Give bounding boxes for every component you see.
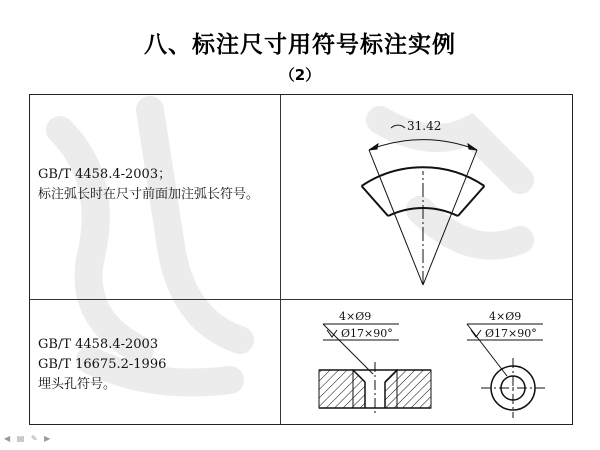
edit-icon[interactable]: ✎ bbox=[30, 434, 40, 443]
row-1-standard: GB/T 4458.4-2003； bbox=[38, 167, 172, 182]
row-2-text bbox=[38, 335, 274, 395]
arc-length-figure bbox=[281, 95, 573, 299]
prev-icon[interactable]: ◀ bbox=[4, 434, 13, 443]
callout-left-line-2: Ø17×90° bbox=[341, 327, 393, 340]
countersink-figure bbox=[281, 300, 573, 424]
row-2-description: 埋头孔符号。 bbox=[38, 377, 117, 392]
arrow-left bbox=[369, 144, 378, 150]
callout-left-line-1: 4×Ø9 bbox=[339, 310, 372, 323]
dimension-arc bbox=[369, 140, 477, 150]
sector-edge-right bbox=[458, 186, 485, 216]
row-1-description: 标注弧长时在尺寸前面加注弧长符号。 bbox=[38, 187, 260, 202]
page-title: 八、标注尺寸用符号标注实例 bbox=[144, 32, 456, 58]
callout-right-line-1: 4×Ø9 bbox=[489, 310, 522, 323]
section-right-block bbox=[397, 370, 431, 408]
row-2-standard-2: GB/T 16675.2-1996 bbox=[38, 357, 167, 372]
next-icon[interactable]: ▶ bbox=[44, 434, 53, 443]
arrow-right bbox=[468, 144, 477, 150]
arc-symbol-icon bbox=[391, 125, 405, 128]
menu-icon[interactable]: ▤ bbox=[16, 434, 27, 443]
page-subtitle: （2） bbox=[279, 66, 321, 84]
row-2-standard-1: GB/T 4458.4-2003 bbox=[38, 337, 159, 352]
callout-right-line-2: Ø17×90° bbox=[485, 327, 537, 340]
examples-table bbox=[29, 94, 573, 425]
row-1-text bbox=[38, 165, 274, 205]
sector-edge-left bbox=[362, 186, 389, 216]
section-left-block bbox=[319, 370, 353, 408]
slide-nav[interactable] bbox=[4, 434, 52, 443]
arc-length-value: 31.42 bbox=[407, 119, 442, 133]
